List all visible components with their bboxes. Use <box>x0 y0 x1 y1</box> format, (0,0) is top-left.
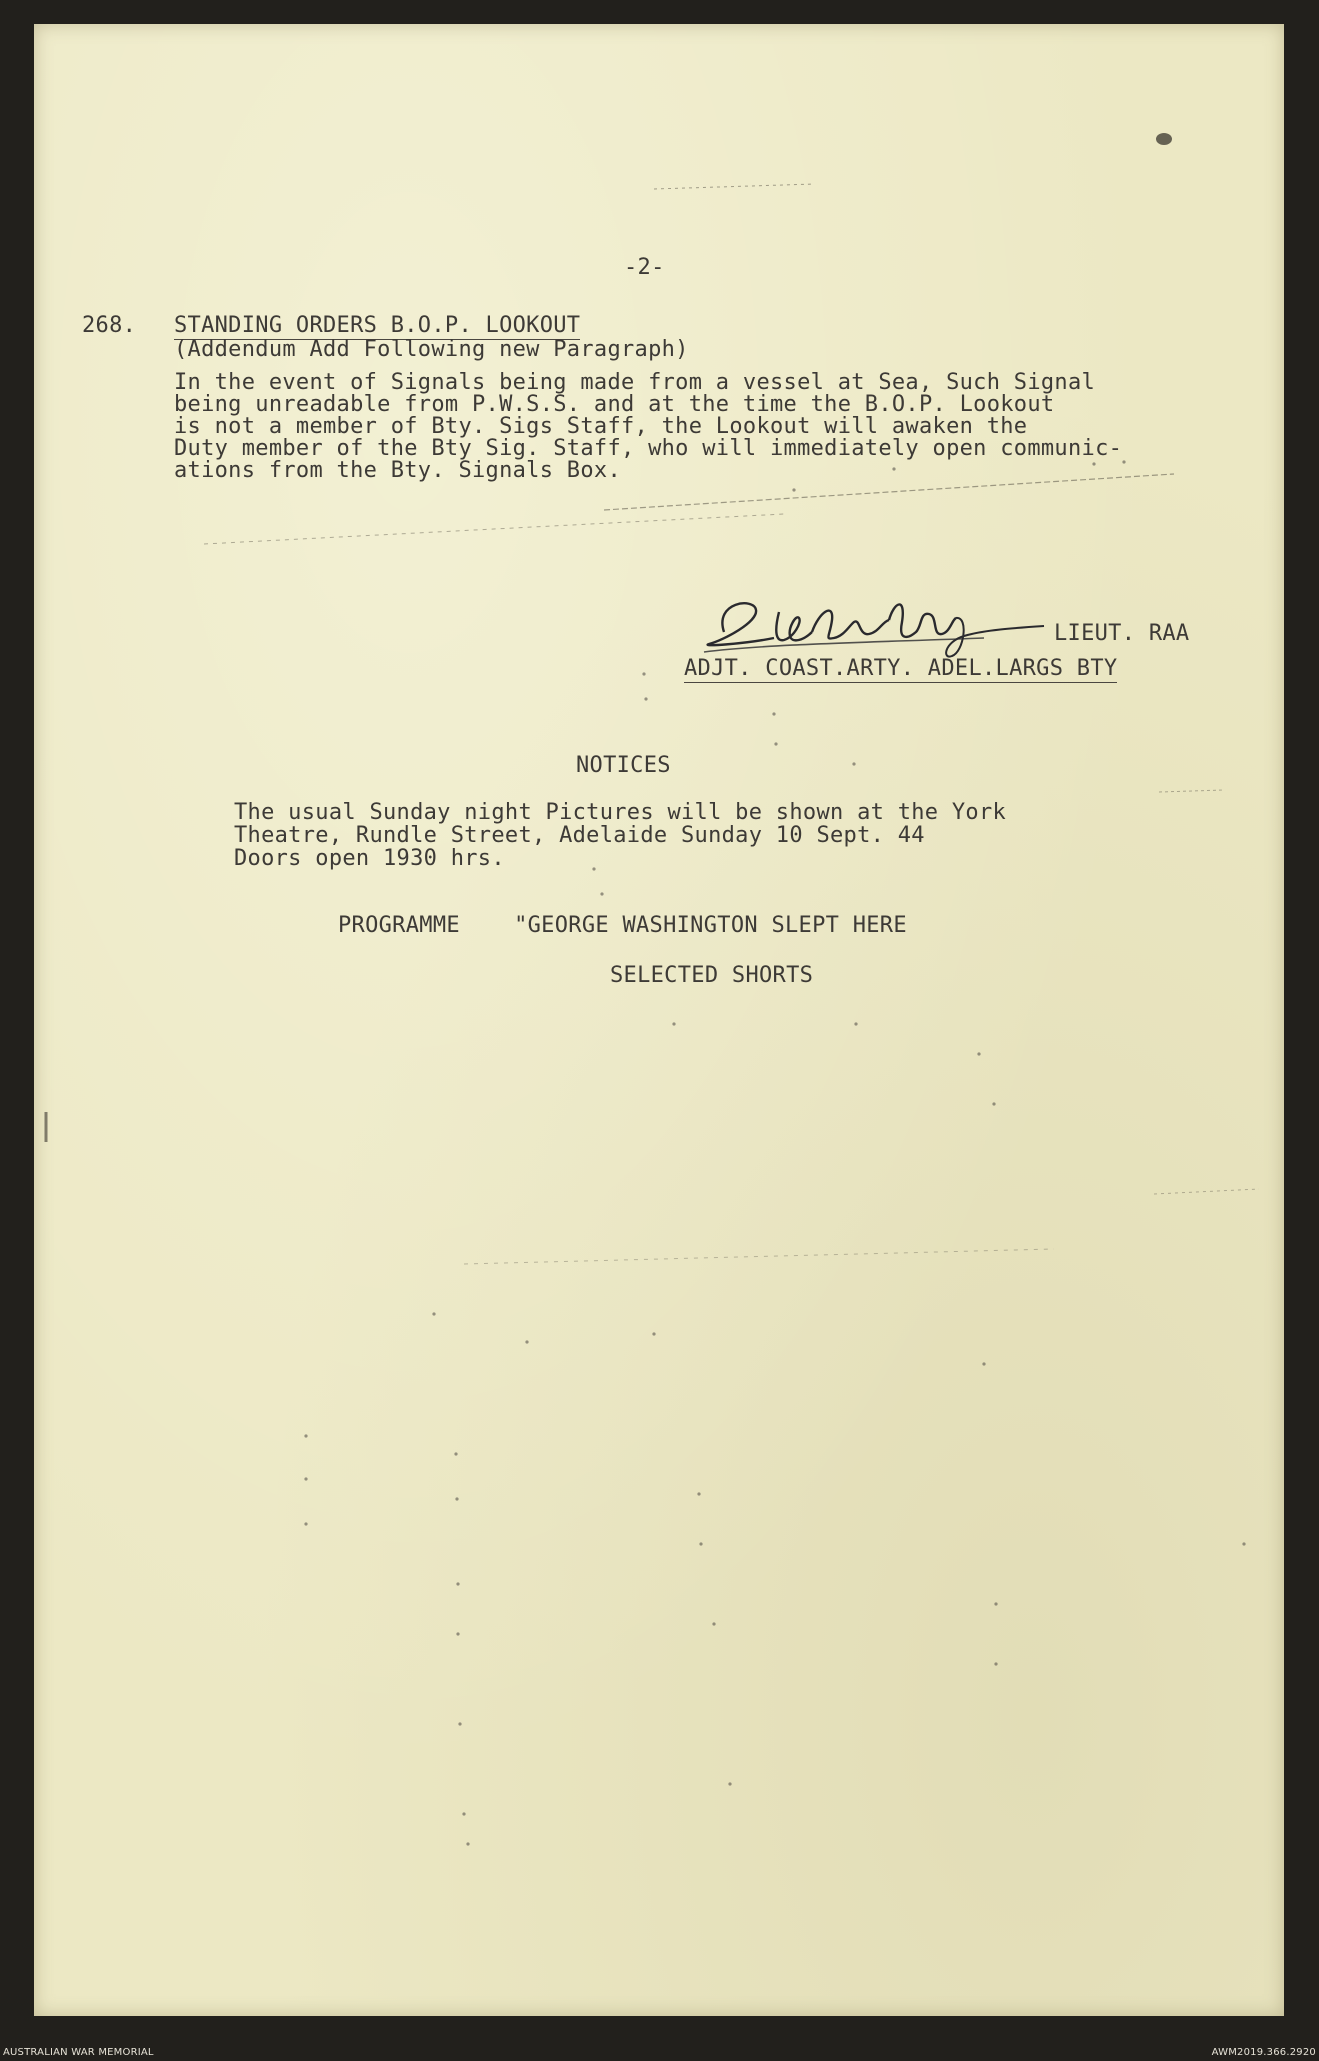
footer-accession-id: AWM2019.366.2920 <box>1211 2047 1316 2058</box>
notice-body: The usual Sunday night Pictures will be shown at the York Theatre, Rundle Street, Adelaide Sunday 10 Sept. 44 Doors open 1930 hrs. <box>234 800 1007 871</box>
document-page <box>34 24 1284 2016</box>
item-number: 268. <box>82 313 137 338</box>
signatory-appointment <box>684 657 1117 680</box>
handwritten-signature <box>684 592 1084 662</box>
item-heading-text: STANDING ORDERS B.O.P. LOOKOUT <box>174 313 581 338</box>
programme-row <box>338 914 907 937</box>
programme-shorts: SELECTED SHORTS <box>610 963 814 988</box>
item-body: In the event of Signals being made from a vessel at Sea, Such Signal being unreadable from P.W.S.S. and at the time the B.O.P. Lookout is not a member of Bty. Sigs Staff, the Lookout will awaken the Duty member of the Bty Sig. Staff, who will immediately open communic- ations from the Bty. Signals Box. <box>174 370 1123 483</box>
programme-feature: "GEORGE WASHINGTON SLEPT HERE <box>514 913 907 938</box>
signatory-appointment-text: ADJT. COAST.ARTY. ADEL.LARGS BTY <box>684 656 1118 681</box>
programme-label: PROGRAMME <box>338 913 460 938</box>
item-subheading: (Addendum Add Following new Paragraph) <box>174 337 689 362</box>
signatory-rank: LIEUT. RAA <box>1054 621 1190 646</box>
item-heading <box>174 314 580 337</box>
footer-institution: AUSTRALIAN WAR MEMORIAL <box>3 2047 154 2058</box>
notices-heading: NOTICES <box>576 753 671 778</box>
page-number: -2- <box>624 255 665 280</box>
